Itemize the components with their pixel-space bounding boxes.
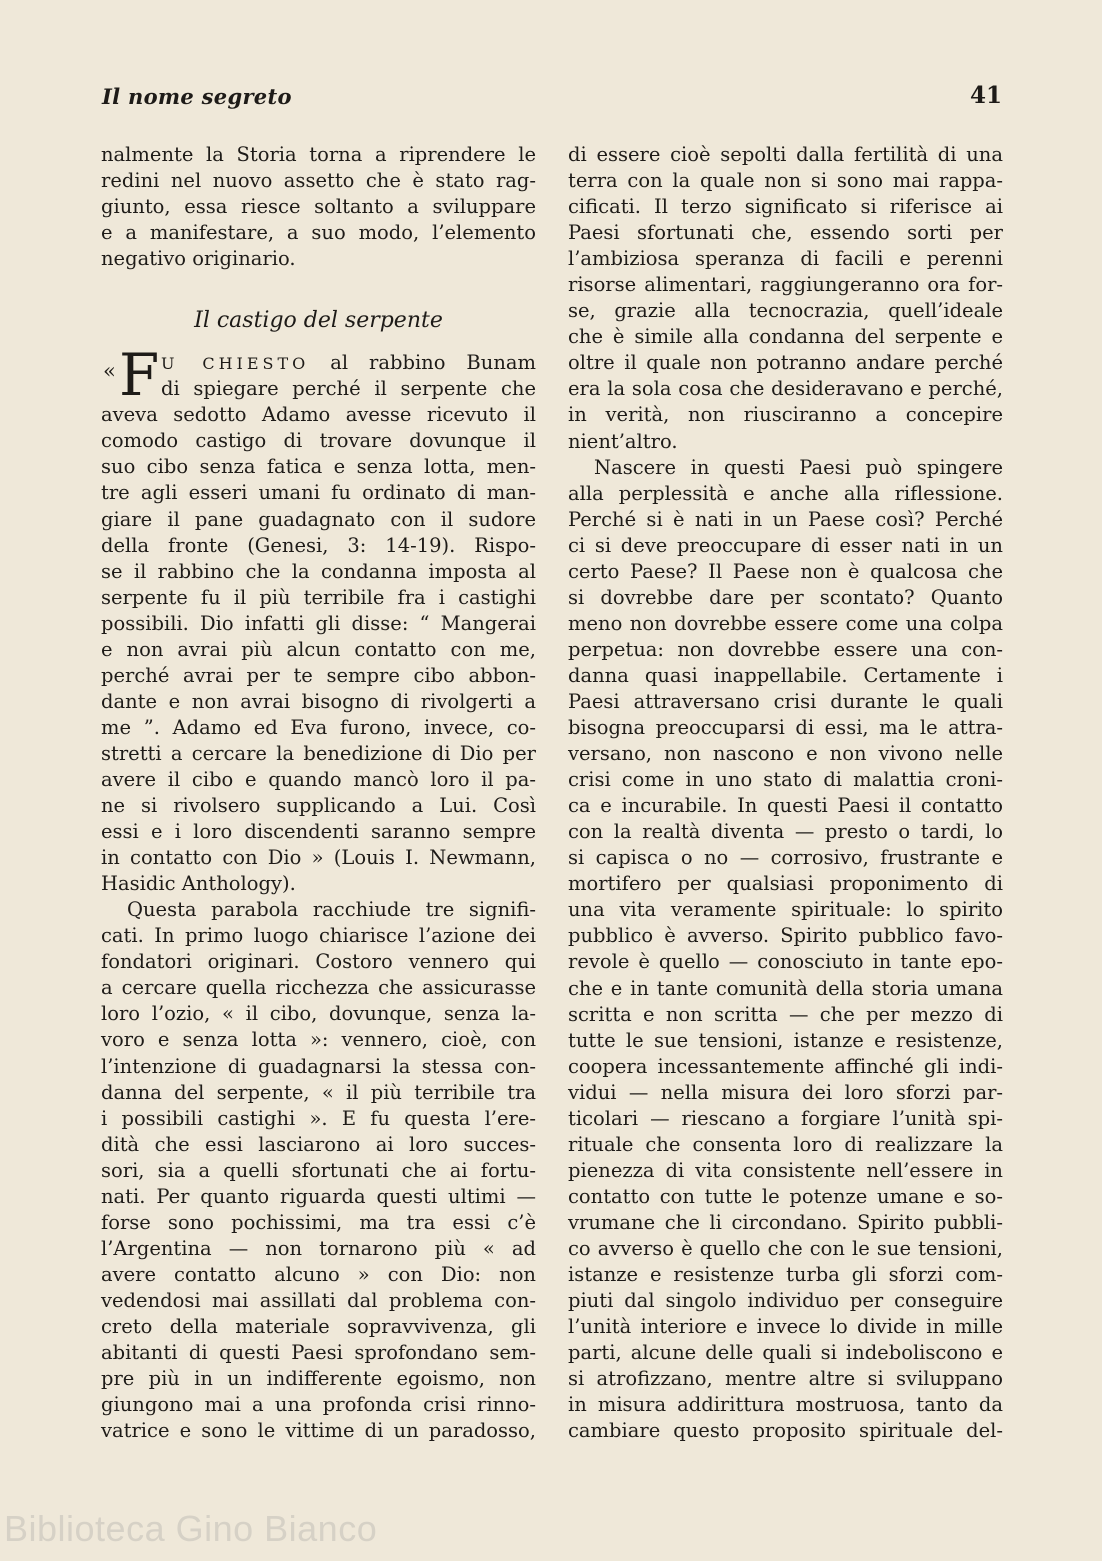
text-line: vidui — nella misura dei loro sforzi par- [568, 1080, 1003, 1104]
text-line: vatrice e sono le vittime di un paradosso, [101, 1419, 536, 1443]
section-heading: Il castigo del serpente [194, 308, 443, 334]
text-line: Questa parabola racchiude tre signifi- [127, 898, 536, 922]
text-line: aveva sedotto Adamo avesse ricevuto il [101, 403, 536, 427]
text-line: cificati. Il terzo significato si riferisce ai [568, 195, 1003, 219]
text-line: pubblico è avverso. Spirito pubblico favo- [568, 924, 1003, 948]
text-line: ticolari — riescano a forgiare l’unità spi- [568, 1106, 1003, 1130]
left-column [101, 142, 536, 1444]
text-line: vedendosi mai assillati dal problema con- [101, 1288, 536, 1312]
text-line: certo Paese? Il Paese non è qualcosa che [568, 559, 1003, 583]
text-line: tutte le sue tensioni, istanze e resistenze, [568, 1028, 1003, 1052]
running-head [102, 84, 1002, 118]
text-line: l’Argentina — non tornarono più « ad [101, 1236, 536, 1260]
text-line: tre agli esseri umani fu ordinato di man- [101, 481, 536, 505]
text-line: Paesi attraversano crisi durante le quali [568, 689, 1003, 713]
text-line: coopera incessantemente affinché gli indi- [568, 1054, 1003, 1078]
text-line: cambiare questo proposito spirituale del- [568, 1419, 1003, 1443]
text-line: possibili. Dio infatti gli disse: “ Mangerai [101, 611, 536, 635]
text-line-first [101, 350, 536, 376]
text-line: si dovrebbe dare per scontato? Quanto [568, 585, 1003, 609]
text-line: istanze e resistenze turba gli sforzi com- [568, 1263, 1003, 1287]
text-line: se il rabbino che la condanna imposta al [101, 559, 536, 583]
text-line: Paesi sfortunati che, essendo sorti per [568, 221, 1003, 245]
text-line: e non avrai più alcun contatto con me, [101, 637, 536, 661]
text-line: bisogna preoccuparsi di essi, ma le attra- [568, 716, 1003, 740]
text-line: di spiegare perché il serpente che [161, 377, 536, 401]
text-line: danna del serpente, « il più terribile tra [101, 1080, 536, 1104]
text-line: oltre il quale non potranno andare perché [568, 351, 1003, 375]
text-line: ca e incurabile. In questi Paesi il contatto [568, 794, 1003, 818]
text-line: ci si deve preoccupare di esser nati in un [568, 533, 1003, 557]
text-line: loro l’ozio, « il cibo, dovunque, senza la- [101, 1002, 536, 1026]
text-line: giare il pane guadagnato con il sudore [101, 507, 536, 531]
text-line: Perché si è nati in un Paese così? Perché [568, 507, 1003, 531]
text-line: era la sola cosa che desideravano e perché, [568, 377, 1003, 401]
text-line: essi e i loro discendenti saranno sempre [101, 820, 536, 844]
opening-quote-mark: « [103, 359, 116, 384]
text-line: revole è quello — conosciuto in tante epo- [568, 950, 1003, 974]
text-line: in verità, non riusciranno a concepire [568, 403, 1003, 427]
text-line: se, grazie alla tecnocrazia, quell’ideale [568, 299, 1003, 323]
text-line: comodo castigo di trovare dovunque il [101, 429, 536, 453]
right-column [568, 142, 1003, 1444]
text-line: ne si rivolsero supplicando a Lui. Così [101, 794, 536, 818]
text-line: nient’altro. [568, 429, 678, 453]
text-line: serpente fu il più terribile fra i castighi [101, 585, 536, 609]
text-line: fondatori originari. Costoro vennero qui [101, 950, 536, 974]
text-line: sori, sia a quelli sfortunati che ai fortu- [101, 1158, 536, 1182]
text-line: crisi come in uno stato di malattia croni- [568, 768, 1003, 792]
text-line: e a manifestare, a suo modo, l’elemento [101, 221, 536, 245]
text-line: perpetua: non dovrebbe essere una con- [568, 637, 1003, 661]
text-line: versano, non nascono e non vivono nelle [568, 742, 1003, 766]
text-line: Hasidic Anthology). [101, 872, 296, 896]
text-line: Nascere in questi Paesi può spingere [594, 455, 1003, 479]
text-line: piuti dal singolo individuo per conseguire [568, 1289, 1003, 1313]
text-line: dità che essi lasciarono ai loro succes- [101, 1132, 536, 1156]
text-line: in misura addirittura mostruosa, tanto da [568, 1393, 1003, 1417]
text-line: in contatto con Dio » (Louis I. Newmann, [101, 846, 536, 870]
text-line: pienezza di vita consistente nell’essere in [568, 1158, 1003, 1182]
text-line: della fronte (Genesi, 3: 14-19). Rispo- [101, 533, 536, 557]
text-line: pre più in un indifferente egoismo, non [101, 1367, 536, 1391]
text-line: giungono mai a una profonda crisi rinno- [101, 1393, 536, 1417]
smallcaps-opening: U CHIESTO [161, 354, 310, 374]
text-line: negativo originario. [101, 247, 296, 271]
drop-cap-letter: F [119, 341, 160, 410]
text-line: cati. In primo luogo chiarisce l’azione dei [101, 924, 536, 948]
text-line: redini nel nuovo assetto che è stato rag- [101, 169, 536, 193]
text-line: giunto, essa riesce soltanto a sviluppare [101, 195, 536, 219]
text-line: terra con la quale non si sono mai rappa- [568, 169, 1003, 193]
intro-paragraph [101, 142, 536, 272]
text-line: i possibili castighi ». E fu questa l’ere- [101, 1106, 536, 1130]
text-line: una vita veramente spirituale: lo spirito [568, 898, 1003, 922]
text-line: a cercare quella ricchezza che assicurasse [101, 976, 536, 1000]
dropcap-paragraph-start [101, 341, 536, 410]
text-line: l’ambiziosa speranza di facili e perenni [568, 247, 1003, 271]
text-line: si capisca o no — corrosivo, frustrante e [568, 846, 1003, 870]
text-line: contatto con tutte le potenze umane e so- [568, 1184, 1003, 1208]
text-line: risorse alimentari, raggiungeranno ora for- [568, 273, 1003, 297]
text-line: avere il cibo e quando mancò loro il pa- [101, 767, 536, 791]
text-line: creto della materiale sopravvivenza, gli [101, 1314, 536, 1338]
text-line: danna quasi inappellabile. Certamente i [568, 663, 1003, 687]
text-line: voro e senza lotta »: vennero, cioè, con [101, 1028, 536, 1052]
text-line: l’unità interiore e invece lo divide in mille [568, 1315, 1003, 1339]
text-line: che e in tante comunità della storia umana [568, 976, 1003, 1000]
text-line: me ”. Adamo ed Eva furono, invece, co- [101, 715, 536, 739]
text-line: nati. Per quanto riguarda questi ultimi — [101, 1184, 536, 1208]
running-title: Il nome segreto [102, 84, 292, 109]
text-line: abitanti di questi Paesi sprofondano sem- [101, 1341, 536, 1365]
body-text [101, 402, 536, 1444]
text-line: rituale che consenta loro di realizzare la [568, 1132, 1003, 1156]
first-line-rest: al rabbino Bunam [330, 351, 536, 375]
text-line: che è simile alla condanna del serpente e [568, 325, 1003, 349]
text-line: alla perplessità e anche alla riflessione. [568, 481, 1003, 505]
text-line: stretti a cercare la benedizione di Dio per [101, 741, 536, 765]
text-line: suo cibo senza fatica e senza lotta, men- [101, 455, 536, 479]
text-line: vrumane che li circondano. Spirito pubbli- [568, 1210, 1003, 1234]
text-line: nalmente la Storia torna a riprendere le [101, 143, 536, 166]
text-line: l’intenzione di guadagnarsi la stessa con- [101, 1054, 536, 1078]
text-line: meno non dovrebbe essere come una colpa [568, 611, 1003, 635]
text-line: co avverso è quello che con le sue tensioni, [568, 1236, 1003, 1260]
text-line: perché avrai per te sempre cibo abbon- [101, 663, 536, 687]
text-line: si atrofizzano, mentre altre si sviluppano [568, 1367, 1003, 1391]
text-line: avere contatto alcuno » con Dio: non [101, 1262, 536, 1286]
text-line: dante e non avrai bisogno di rivolgerti a [101, 689, 536, 713]
text-line: scritta e non scritta — che per mezzo di [568, 1002, 1003, 1026]
text-line: parti, alcune delle quali si indeboliscono e [568, 1341, 1003, 1365]
library-watermark: Biblioteca Gino Bianco [4, 1508, 378, 1549]
text-line: di essere cioè sepolti dalla fertilità di una [568, 143, 1003, 166]
text-line: mortifero per qualsiasi proponimento di [568, 872, 1003, 896]
page-number: 41 [969, 82, 1002, 109]
text-line: con la realtà diventa — presto o tardi, lo [568, 820, 1003, 844]
text-line: forse sono pochissimi, ma tra essi c’è [101, 1210, 536, 1234]
